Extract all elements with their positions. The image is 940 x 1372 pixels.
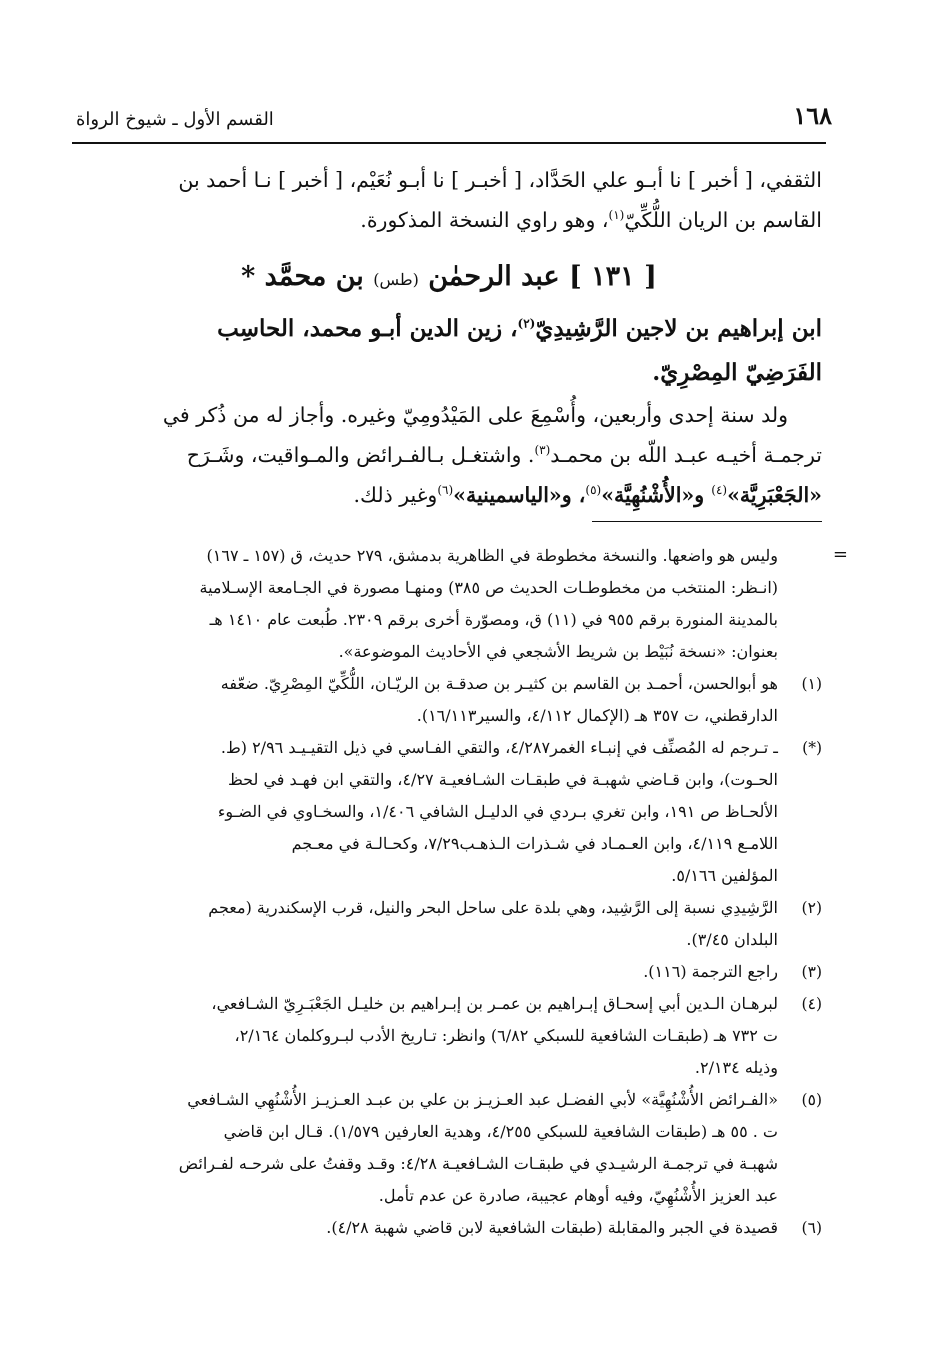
entry-source-tag: (طس) xyxy=(373,270,419,289)
footnote-line: الدارقطني، ت ٣٥٧ هـ (الإكمال ٤/١١٢، والسير١٦/١١٣). xyxy=(416,706,778,725)
footnote-ref-1: (١) xyxy=(608,208,625,223)
header-rule xyxy=(72,142,826,144)
footnote-ref-4: (٤) xyxy=(711,483,728,498)
page-header xyxy=(76,96,832,130)
footnote-line: قصيدة في الجبر والمقابلة (طبقات الشافعية لابن قاضي شهبة ٤/٢٨). xyxy=(326,1218,778,1237)
lineage-line-1 xyxy=(76,307,822,351)
bio-text-b: . واشتغـل بـالفـرائض والمـواقيت، وشَـرَح xyxy=(186,443,535,467)
intro-line-2 xyxy=(76,200,822,240)
footnote-line: ت . ٥٥ هـ (طبقات الشافعية للسبكي ٤/٢٥٥، وهدية العارفين ١/٥٧٩). قـال ابن قاضي xyxy=(223,1122,778,1141)
bio-line-1: ولد سنة إحدى وأربعين، وأُسْمِعَ على المَيْدُومِيّ وغيره. وأجاز له من ذُكر في xyxy=(162,403,788,427)
book-page xyxy=(76,0,848,1372)
footnote-number: (٤) xyxy=(801,995,822,1013)
work-title-ushnuhiyya: و«الأُشْنُهِيَّة» xyxy=(601,483,712,507)
lineage-text-2: ، زين الدين أبـو محمد، الحاسِب xyxy=(217,315,518,342)
footnote-line: شهبـة في ترجمـة الرشيـدي في طبقـات الشـافعيـة ٤/٢٨: وقـد وقفتُ على شرحـه لفـرائض xyxy=(178,1154,778,1173)
footnote-1 xyxy=(76,668,822,732)
footnote-ref-3: (٣) xyxy=(534,443,551,458)
footnote-line: البلدان ٣/٤٥). xyxy=(686,930,778,949)
footnote-line: ـ تـرجم له المُصنِّف في إنبـاء الغمر٤/٢٨٧، والتقي الفـاسي في ذيل التقيـيـد ٢/٩٦ (ط. xyxy=(220,738,778,757)
footnote-line: (انـظر: المنتخب من مخطوطـات الحديث ص ٣٨٥) ومنهـا مصورة في الجـامعة الإسـلامية xyxy=(199,578,778,597)
footnote-line: اللامـع ٤/١١٩، وابن العـمـاد في شـذرات الـذهـب٧/٢٩، وكحـالـة في معـجم xyxy=(291,834,778,853)
footnote-line: الحـوت)، وابن قـاضي شهبـة في طبقـات الشـافعيـة ٤/٢٧، والتقي ابن فهـد في لحظ xyxy=(227,770,778,789)
entry-number: [ ١٣١ ] xyxy=(568,261,657,292)
footnote-line: المؤلفين ٥/١٦٦. xyxy=(671,866,778,885)
footnote-number: (٢) xyxy=(801,899,822,917)
page-number: ١٦٨ xyxy=(793,101,832,130)
footnote-separator xyxy=(592,521,822,522)
footnote-ref-5: (٥) xyxy=(585,483,602,498)
lineage-line-2: الفَرَضِيّ المِصْرِيّ. xyxy=(652,359,822,386)
footnote-3 xyxy=(76,956,822,988)
footnote-line: وليس هو واضعها. والنسخة مخطوطة في الظاهرية بدمشق، ٢٧٩ حديث، ق (١٥٧ ـ ١٦٧) xyxy=(206,546,778,565)
main-text xyxy=(76,160,822,515)
footnote-line: راجع الترجمة (١١٦). xyxy=(643,962,778,981)
bio-line-3 xyxy=(76,475,822,515)
footnote-number: (٦) xyxy=(801,1219,822,1237)
footnote-4 xyxy=(76,988,822,1084)
footnote-2 xyxy=(76,892,822,956)
footnote-number: (٣) xyxy=(801,963,822,981)
intro-text-a: القاسم بن الريان اللُّكِّيّ xyxy=(624,208,822,232)
footnote-line: لبرهـان الـدين أبي إسحـاق إبـراهيم بن عمـر بن إبـراهيم بن خليـل الجَعْبَـرِيّ الشـافعي، xyxy=(211,994,778,1013)
intro-text-b: ، وهو راوي النسخة المذكورة. xyxy=(360,208,609,232)
footnote-continuation xyxy=(76,540,822,668)
footnote-ref-6: (٦) xyxy=(437,483,454,498)
footnote-line: «الفـرائض الأُشْنُهِيَّة» لأبي الفضـل عبد العـزيـز بن علي بن عبـد العـزيـز الأُشْنُهِي الشـافعي xyxy=(187,1090,778,1109)
bio-text-end: وغير ذلك. xyxy=(353,483,438,507)
footnote-line: الرَّشِيدِي نسبة إلى الرَّشِيد، وهي بلدة على ساحل البحر والنيل، قرب الإسكندرية (معجم xyxy=(208,898,778,917)
footnote-number: (*) xyxy=(802,739,822,757)
continuation-mark: = xyxy=(832,544,848,565)
entry-heading xyxy=(76,252,822,305)
entry-name: عبد الرحمٰن xyxy=(428,261,560,292)
footnote-line: عبد العزيز الأُشْنُهِيّ، وفيه أوهام عجيبة، صادرة عن عدم تأمل. xyxy=(378,1186,778,1205)
bio-line-2 xyxy=(76,435,822,475)
footnote-number: (١) xyxy=(801,675,822,693)
footnote-ref-2: (٢) xyxy=(517,316,536,331)
entry-name-end: بن محمَّد * xyxy=(241,261,364,292)
footnote-line: ت ٧٣٢ هـ (طبقـات الشافعية للسبكي ٦/٨٢) وانظر: تـاريخ الأدب لبـروكلمان ٢/١٦٤، xyxy=(234,1026,778,1045)
bio-text-a: ترجمـة أخيـه عبـد اللّه بن محمـد xyxy=(550,443,822,467)
footnote-line: بعنوان: «نسخة نُبَيْط بن شريط الأشجعي في الأحاديث الموضوعة». xyxy=(338,642,778,661)
footnote-line: وذيله ٢/١٣٤. xyxy=(694,1058,778,1077)
footnote-line: هو أبوالحسن، أحمـد بن القاسم بن كثيـر بن صدقـة بن الريّـان، اللُّكِّيّ المِصْرِيّ. ضعّفه xyxy=(220,674,778,693)
lineage-text: ابن إبراهيم بن لاجين الرَّشِيدِيّ xyxy=(535,315,822,342)
work-title-yasminiyya: ، و«الياسمينية» xyxy=(453,483,586,507)
footnote-line: بالمدينة المنورة برقم ٩٥٥ في (١١) ق، ومصوّرة أخرى برقم ٢٣٠٩. طُبعت عام ١٤١٠ هـ xyxy=(209,610,778,629)
work-title-jabariyya: «الجَعْبَرِيَّة» xyxy=(727,483,822,507)
footnote-star xyxy=(76,732,822,892)
running-title: القسم الأول ـ شيوخ الرواة xyxy=(76,109,274,130)
footnote-6 xyxy=(76,1212,822,1244)
footnote-number: (٥) xyxy=(801,1091,822,1109)
intro-line-1: الثقفي، [ أخبر ] نا أبـو علي الحَدَّاد، [ أخبـر ] نا أبـو نُعَيْم، [ أخبر ] نـا أحمد بن xyxy=(178,168,822,192)
footnote-5 xyxy=(76,1084,822,1212)
footnotes xyxy=(76,540,822,1244)
footnote-line: الألحـاظ ص ١٩١، وابن تغري بـردي في الدليـل الشافي ١/٤٠٦، والسخـاوي في الضـوء xyxy=(217,802,778,821)
